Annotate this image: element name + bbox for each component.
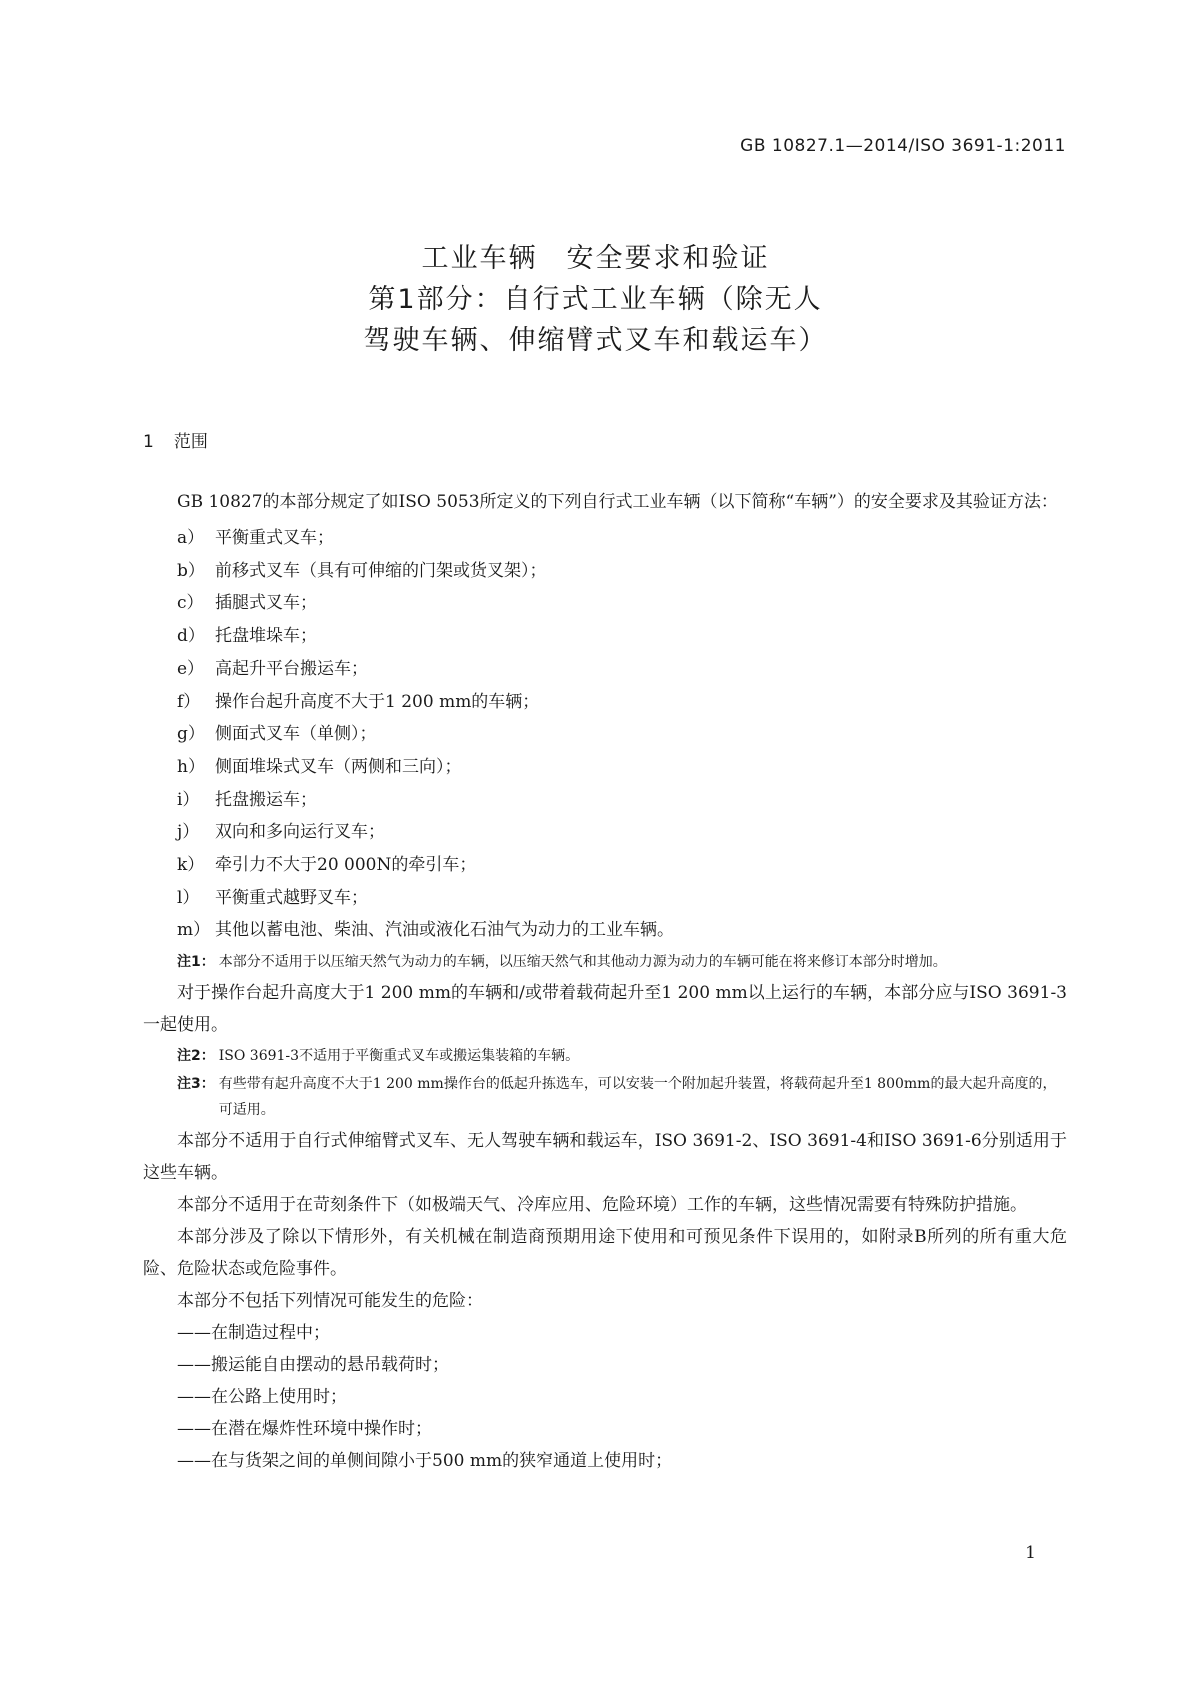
title-line-3: 驾驶车辆、伸缩臂式叉车和载运车） [363,325,828,356]
exclusion-item: ——在公路上使用时； [177,1387,347,1408]
section-heading [143,427,208,452]
paragraph: 本部分不适用于自行式伸缩臂式叉车、无人驾驶车辆和载运车，ISO 3691-2、ISO 3691-4和ISO 3691-6分别适用于这些车辆。 [143,1131,1067,1184]
exclusion-item: ——在制造过程中； [177,1323,330,1344]
note-text: ISO 3691-3不适用于平衡重式叉车或搬运集装箱的车辆。 [218,1048,580,1065]
exclusion-item: ——在与货架之间的单侧间隙小于500 mm的狭窄通道上使用时； [177,1451,673,1472]
note-3 [143,1071,1067,1123]
list-item: d） 托盘堆垛车； [177,626,317,647]
list-item: g） 侧面式叉车（单侧）； [177,724,377,745]
section-title: 范围 [173,432,208,452]
paragraph-iso3691-3: 对于操作台起升高度大于1 200 mm的车辆和/或带着载荷起升至1 200 mm以上运行的车辆，本部分应与ISO 3691-3一起使用。 [143,983,1067,1036]
list-item: l） 平衡重式越野叉车； [177,887,368,908]
standard-code-header: GB 10827.1—2014/ISO 3691-1:2011 [740,136,1066,156]
list-item: k） 牵引力不大于20 000N的牵引车； [177,855,477,876]
list-item: m） 其他以蓄电池、柴油、汽油或液化石油气为动力的工业车辆。 [177,920,674,941]
title-line-1: 工业车辆 安全要求和验证 [421,243,770,274]
paragraph: 本部分涉及了除以下情形外，有关机械在制造商预期用途下使用和可预见条件下误用的，如附录B所列的所有重大危险、危险状态或危险事件。 [143,1227,1067,1280]
document-body [143,485,1067,1477]
note-text: 有些带有起升高度不大于1 200 mm操作台的低起升拣选车，可以安装一个附加起升装置，将载荷起升至1 800mm的最大起升高度的，可适用。 [218,1076,1057,1119]
note-label: 注2： [177,1048,215,1065]
note-label: 注1： [177,954,215,971]
exclusion-item: ——在潜在爆炸性环境中操作时； [177,1419,432,1440]
paragraph: 本部分不适用于在苛刻条件下（如极端天气、冷库应用、危险环境）工作的车辆，这些情况需要有特殊防护措施。 [177,1195,1027,1216]
note-2 [143,1043,1067,1069]
list-item: e） 高起升平台搬运车； [177,658,368,679]
note-text: 本部分不适用于以压缩天然气为动力的车辆，以压缩天然气和其他动力源为动力的车辆可能在将来修订本部分时增加。 [218,954,947,971]
document-title [0,238,1191,361]
exclusion-item: ——搬运能自由摆动的悬吊载荷时； [177,1355,449,1376]
note-label: 注3： [177,1076,215,1093]
intro-paragraph: GB 10827的本部分规定了如ISO 5053所定义的下列自行式工业车辆（以下简称“车辆”）的安全要求及其验证方法： [177,492,1058,512]
title-line-2: 第1部分：自行式工业车辆（除无人 [368,284,823,315]
list-item: h） 侧面堆垛式叉车（两侧和三向）； [177,756,462,777]
list-item: c） 插腿式叉车； [177,593,317,614]
vehicle-list [143,522,1067,947]
list-item: a） 平衡重式叉车； [177,528,334,548]
exclusion-list [143,1317,1067,1477]
list-item: f） 操作台起升高度不大于1 200 mm的车辆； [177,691,540,712]
paragraph: 本部分不包括下列情况可能发生的危险： [177,1291,483,1312]
list-item: i） 托盘搬运车； [177,789,317,810]
page-number: 1 [1025,1543,1036,1563]
list-item: b） 前移式叉车（具有可伸缩的门架或货叉架）； [177,560,547,581]
note-1 [143,949,1067,975]
section-number: 1 [143,432,154,452]
list-item: j） 双向和多向运行叉车； [177,822,385,843]
